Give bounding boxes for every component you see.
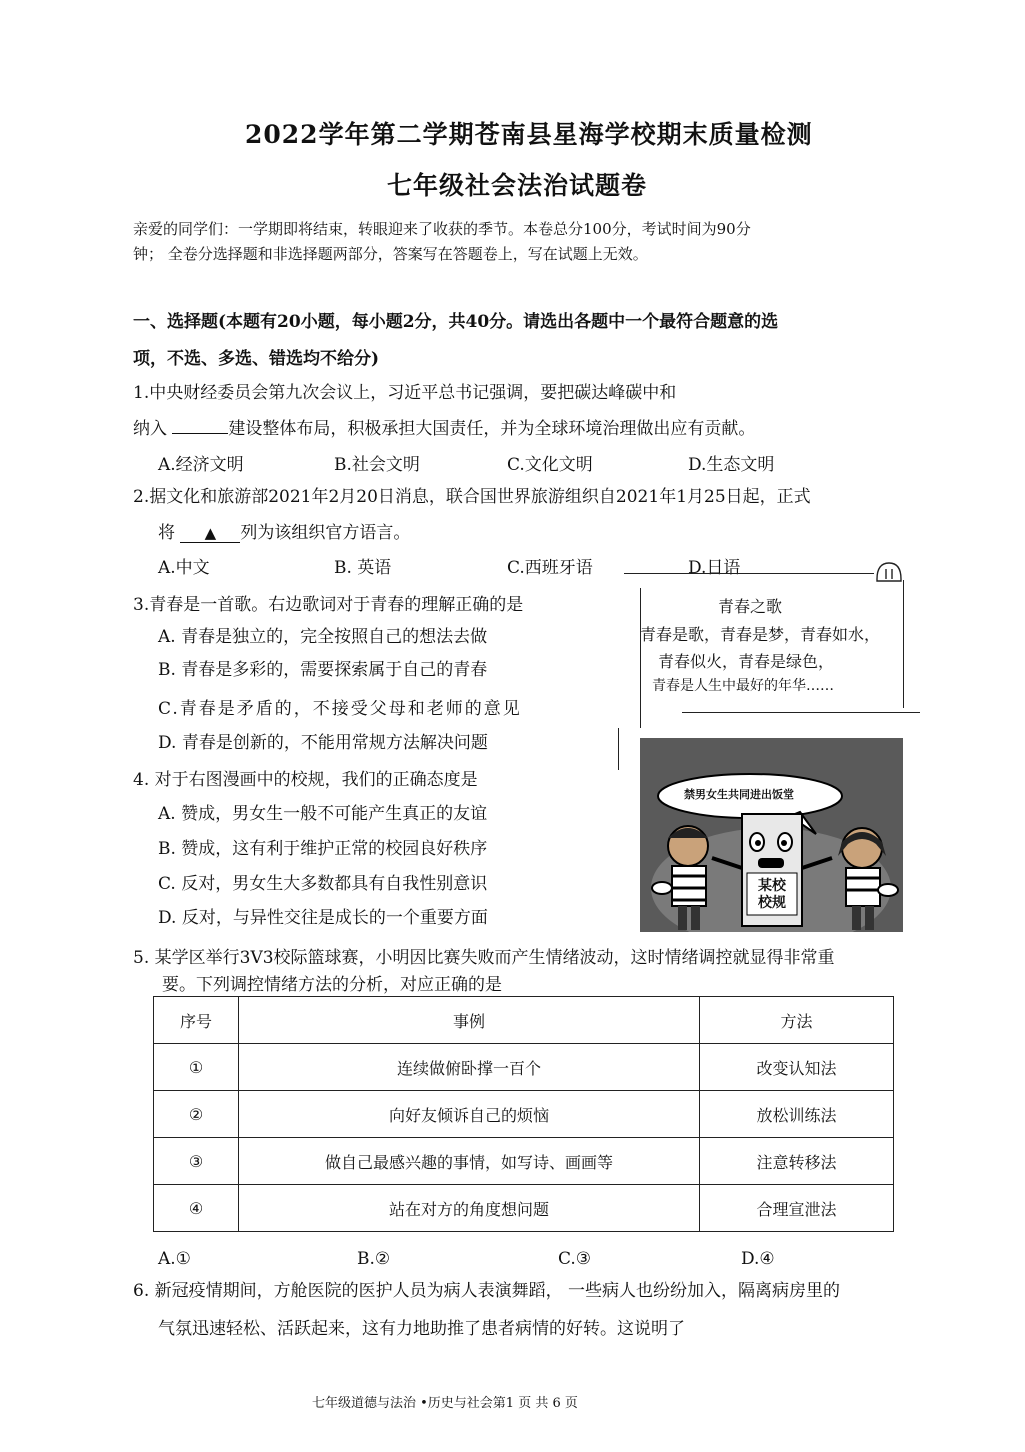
exam-title: 2022学年第二学期苍南县星海学校期末质量检测 (245, 120, 813, 149)
q1-stem-line-1: 1.中央财经委员会第九次会议上，习近平总书记强调，要把碳达峰碳中和 (133, 383, 677, 403)
q3-option-c: C.青春是矛盾的，不接受父母和老师的意见 (158, 699, 522, 719)
table-cell: 改变认知法 (700, 1044, 894, 1091)
q2-answer-blank: ▲ (180, 524, 240, 543)
section-heading-line-2: 项，不选、多选、错选均不给分) (133, 349, 380, 369)
q1-option-b: B.社会文明 (334, 455, 420, 475)
q5-option-a: A.① (158, 1249, 191, 1269)
poem-left-rule-lower (618, 728, 619, 770)
q3-option-d: D. 青春是创新的，不能用常规方法解决问题 (158, 733, 488, 753)
intro-line-2: 钟； 全卷分选择题和非选择题两部分，答案写在答题卷上，写在试题上无效。 (133, 245, 648, 263)
q4-option-a: A. 赞成，男女生一般不可能产生真正的友谊 (158, 804, 488, 824)
table-cell: 连续做俯卧撑一百个 (239, 1044, 700, 1091)
q2-option-b: B. 英语 (334, 558, 392, 578)
q4-stem: 4. 对于右图漫画中的校规，我们的正确态度是 (133, 770, 478, 790)
q1-stem-suffix: 建设整体布局，积极承担大国责任，并为全球环境治理做出应有贡献。 (228, 419, 756, 439)
poem-top-rule (624, 573, 874, 574)
emotion-method-table (153, 996, 894, 1232)
section-heading-line-1: 一、选择题(本题有20小题，每小题2分，共40分。请选出各题中一个最符合题意的选 (133, 312, 779, 332)
table-cell: ④ (154, 1185, 239, 1232)
table-row (154, 1138, 894, 1185)
q4-option-c: C. 反对，男女生大多数都具有自我性别意识 (158, 874, 488, 894)
q5-option-c: C.③ (558, 1249, 592, 1269)
scroll-corner-icon (874, 559, 904, 585)
q2-option-a: A.中文 (158, 558, 210, 578)
page-footer: 七年级道德与法治 •历史与社会第1 页 共 6 页 (312, 1396, 578, 1411)
cartoon-sign-text: 某校 校规 (758, 878, 786, 911)
q1-option-a: A.经济文明 (158, 455, 244, 475)
table-cell: ① (154, 1044, 239, 1091)
q6-stem-line-2: 气氛迅速轻松、活跃起来，这有力地助推了患者病情的好转。这说明了 (158, 1319, 685, 1339)
q2-stem-suffix: 列为该组织官方语言。 (240, 523, 411, 543)
cartoon-bubble-text: 禁男女生共同进出饭堂 (684, 788, 794, 801)
intro-line-1: 亲爱的同学们：一学期即将结束，转眼迎来了收获的季节。本卷总分100分，考试时间为90分 (133, 220, 751, 238)
q1-stem-line-2 (133, 414, 755, 439)
table-cell: 向好友倾诉自己的烦恼 (239, 1091, 700, 1138)
q1-option-c: C.文化文明 (507, 455, 593, 475)
table-cell: ② (154, 1091, 239, 1138)
q1-option-d: D.生态文明 (688, 455, 775, 475)
table-row (154, 1185, 894, 1232)
q2-stem-line-2 (158, 518, 410, 543)
exam-subtitle: 七年级社会法治试题卷 (387, 171, 648, 200)
q6-stem-line-1: 6. 新冠疫情期间，方舱医院的医护人员为病人表演舞蹈， 一些病人也纷纷加入，隔离病房里的 (133, 1281, 841, 1301)
table-row (154, 1091, 894, 1138)
table-cell: ③ (154, 1138, 239, 1185)
poem-title: 青春之歌 (718, 597, 783, 616)
q2-stem-prefix: 将 (158, 523, 181, 543)
poem-line-2: 青春似火，青春是绿色， (658, 652, 835, 671)
school-rule-cartoon (640, 738, 903, 932)
table-cell: 合理宣泄法 (700, 1185, 894, 1232)
q2-stem-line-1: 2.据文化和旅游部2021年2月20日消息，联合国世界旅游组织自2021年1月25日起，正式 (133, 487, 811, 507)
table-header-cell: 序号 (154, 997, 239, 1044)
q2-option-c: C.西班牙语 (507, 558, 593, 578)
q5-option-d: D.④ (741, 1249, 775, 1269)
q1-answer-blank (172, 419, 228, 434)
q3-stem: 3.青春是一首歌。右边歌词对于青春的理解正确的是 (133, 595, 524, 615)
q3-option-b: B. 青春是多彩的，需要探索属于自己的青春 (158, 660, 488, 680)
poem-line-1: 青春是歌，青春是梦，青春如水， (640, 625, 881, 644)
poem-bottom-rule (682, 712, 920, 713)
q5-option-b: B.② (357, 1249, 391, 1269)
q4-option-b: B. 赞成，这有利于维护正常的校园良好秩序 (158, 839, 488, 859)
table-cell: 做自己最感兴趣的事情，如写诗、画画等 (239, 1138, 700, 1185)
table-header-cell: 方法 (700, 997, 894, 1044)
poem-box (640, 586, 902, 710)
q5-stem-line-2: 要。下列调控情绪方法的分析，对应正确的是 (162, 975, 502, 995)
table-header-cell: 事例 (239, 997, 700, 1044)
table-row (154, 1044, 894, 1091)
poem-right-rule (903, 580, 904, 708)
table-cell: 放松训练法 (700, 1091, 894, 1138)
q1-stem-prefix: 纳入 (133, 419, 173, 439)
q3-option-a: A. 青春是独立的，完全按照自己的想法去做 (158, 627, 488, 647)
q5-stem-line-1: 5. 某学区举行3V3校际篮球赛，小明因比赛失败而产生情绪波动，这时情绪调控就显得非常重 (133, 948, 835, 968)
table-cell: 站在对方的角度想问题 (239, 1185, 700, 1232)
poem-line-3: 青春是人生中最好的年华…… (652, 678, 834, 694)
q2-option-d: D.日语 (688, 558, 741, 578)
q4-option-d: D. 反对，与异性交往是成长的一个重要方面 (158, 908, 488, 928)
table-header-row (154, 997, 894, 1044)
table-cell: 注意转移法 (700, 1138, 894, 1185)
